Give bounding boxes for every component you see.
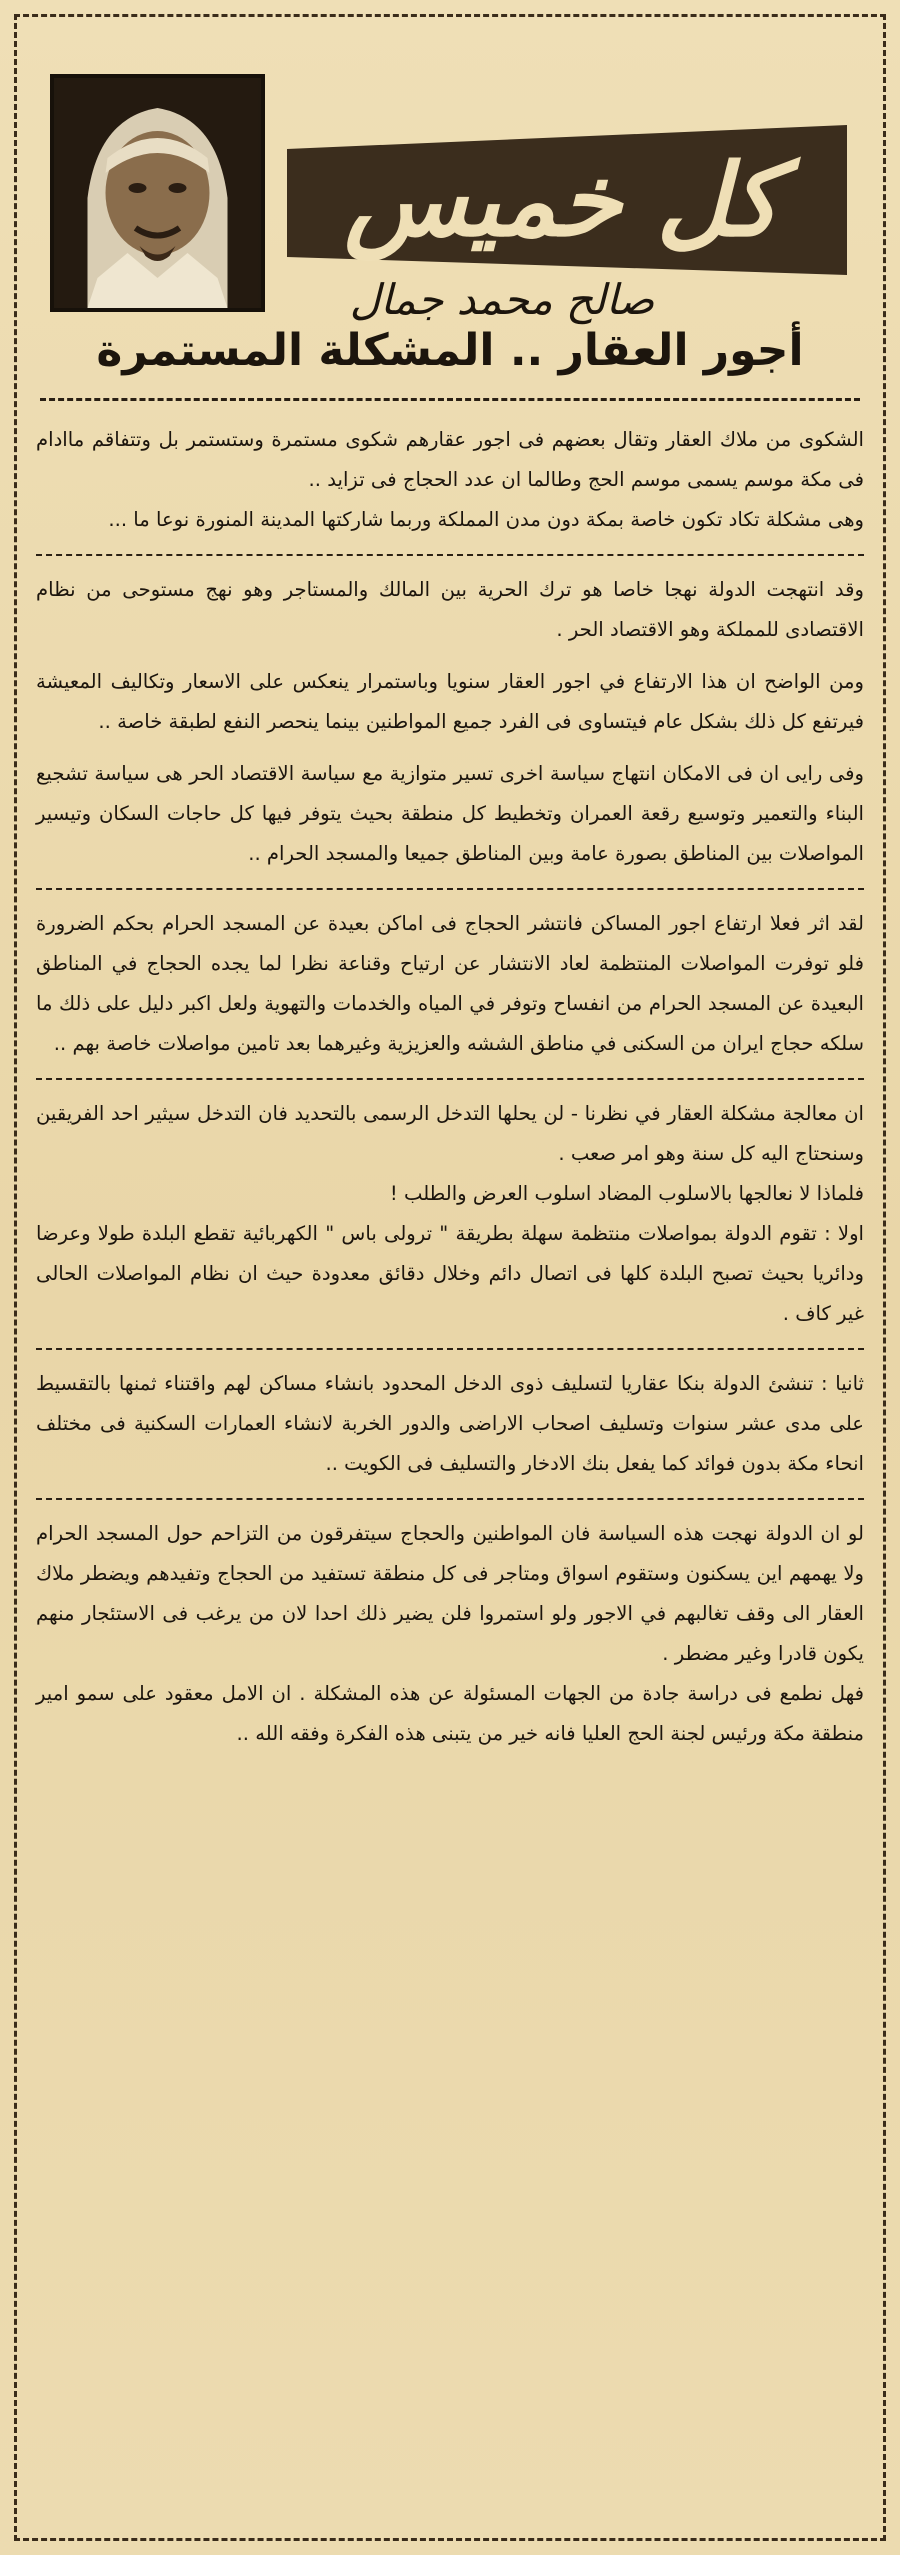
- column-header: [32, 40, 868, 330]
- dashed-divider: [36, 540, 864, 556]
- paragraph: اولا : تقوم الدولة بمواصلات منتظمة سهلة بطريقة " ترولى باس " الكهربائية تقطع البلدة طولا وعرضا ودائريا بحيث تصبح البلدة كلها فى اتصال دائم وخلال دقائق معدودة حيث ان نظام المواصلات الحالى غير كاف .: [36, 1222, 864, 1325]
- dashed-divider: [36, 1064, 864, 1080]
- paragraph: وفى رايى ان فى الامكان انتهاج سياسة اخرى تسير متوازية مع سياسة الاقتصاد الحر هى سياسة تشجيع البناء والتعمير وتوسيع رقعة العمران وتخطيط كل منطقة بحيث يتوفر فيها كل حاجات السكان وتيسير المواصلات بين المناطق بصورة عامة وبين المناطق جميعا والمسجد الحرام ..: [36, 762, 864, 865]
- paragraph: فهل نطمع فى دراسة جادة من الجهات المسئولة عن هذه المشكلة . ان الامل معقود على سمو امير منطقة مكة ورئيس لجنة الحج العليا فانه خير من يتبنى هذه الفكرة وفقه الله ..: [36, 1682, 864, 1745]
- paragraph: لقد اثر فعلا ارتفاع اجور المساكن فانتشر الحجاج فى اماكن بعيدة عن المسجد الحرام بحكم الضرورة فلو توفرت المواصلات المنتظمة لعاد الانتشار عن ارتياح وقناعة نظرا لما يجده الحجاج في المناطق البعيدة عن المسجد الحرام من انفساح وتوفر في المياه والخدمات والتهوية ولعل اكبر دليل على ذلك ما سلكه حجاج ايران من السكنى في مناطق الششه والعزيزية وغيرهما بعد تامين مواصلات خاصة بهم ..: [36, 912, 864, 1055]
- column-name: كل خميس: [344, 141, 780, 259]
- dashed-divider: [36, 874, 864, 890]
- paragraph: فلماذا لا نعالجها بالاسلوب المضاد اسلوب العرض والطلب !: [389, 1182, 864, 1205]
- dashed-divider: [36, 1334, 864, 1350]
- paragraph: وهى مشكلة تكاد تكون خاصة بمكة دون مدن المملكة وربما شاركتها المدينة المنورة نوعا ما ...: [108, 508, 864, 531]
- article-body: [36, 420, 864, 1754]
- paragraph: ثانيا : تنشئ الدولة بنكا عقاريا لتسليف ذوى الدخل المحدود بانشاء مساكن لهم واقتناء ثمنها بالتقسيط على مدى عشر سنوات وتسليف اصحاب الاراضى والدور الخربة لانشاء العمارات السكنية فى مختلف انحاء مكة بدون فوائد كما يفعل بنك الادخار والتسليف فى الكويت ..: [36, 1372, 864, 1475]
- paragraph: ومن الواضح ان هذا الارتفاع في اجور العقار سنويا وباستمرار ينعكس على الاسعار وتكاليف المعيشة فيرتفع كل ذلك بشكل عام فيتساوى فى الفرد جميع المواطنين بينما ينحصر النفع لطبقة خاصة ..: [36, 670, 864, 733]
- title-divider: [40, 398, 860, 401]
- paragraph: ان معالجة مشكلة العقار في نظرنا - لن يحلها التدخل الرسمى بالتحديد فان التدخل سيثير احد الفريقين وسنحتاج اليه كل سنة وهو امر صعب .: [36, 1102, 864, 1165]
- paragraph: الشكوى من ملاك العقار وتقال بعضهم فى اجور عقارهم شكوى مستمرة وستستمر بل وتتفاقم ماادام فى مكة موسم يسمى موسم الحج وطالما ان عدد الحجاج فى تزايد ..: [36, 428, 864, 491]
- dashed-divider: [36, 1484, 864, 1500]
- author-photo: [50, 74, 265, 312]
- paragraph: لو ان الدولة نهجت هذه السياسة فان المواطنين والحجاج سيتفرقون من التزاحم حول المسجد الحرام ولا يهمهم اين يسكنون وستقوم اسواق ومتاجر فى كل منطقة تستفيد من الحجاج وتفيدهم ويضطر ملاك العقار الى وقف تغالبهم في الاجور ولو استمروا فلن يضير ذلك احدا لان من يرغب فى الاستئجار منهم يكون قادرا وغير مضطر .: [36, 1522, 864, 1665]
- paragraph: وقد انتهجت الدولة نهجا خاصا هو ترك الحرية بين المالك والمستاجر وهو نهج مستوحى من نظام الاقتصادى للمملكة وهو الاقتصاد الحر .: [36, 578, 864, 641]
- author-name: صالح محمد جمال: [349, 275, 655, 324]
- headline: أجور العقار .. المشكلة المستمرة: [96, 325, 804, 376]
- author-portrait-image: [54, 78, 261, 308]
